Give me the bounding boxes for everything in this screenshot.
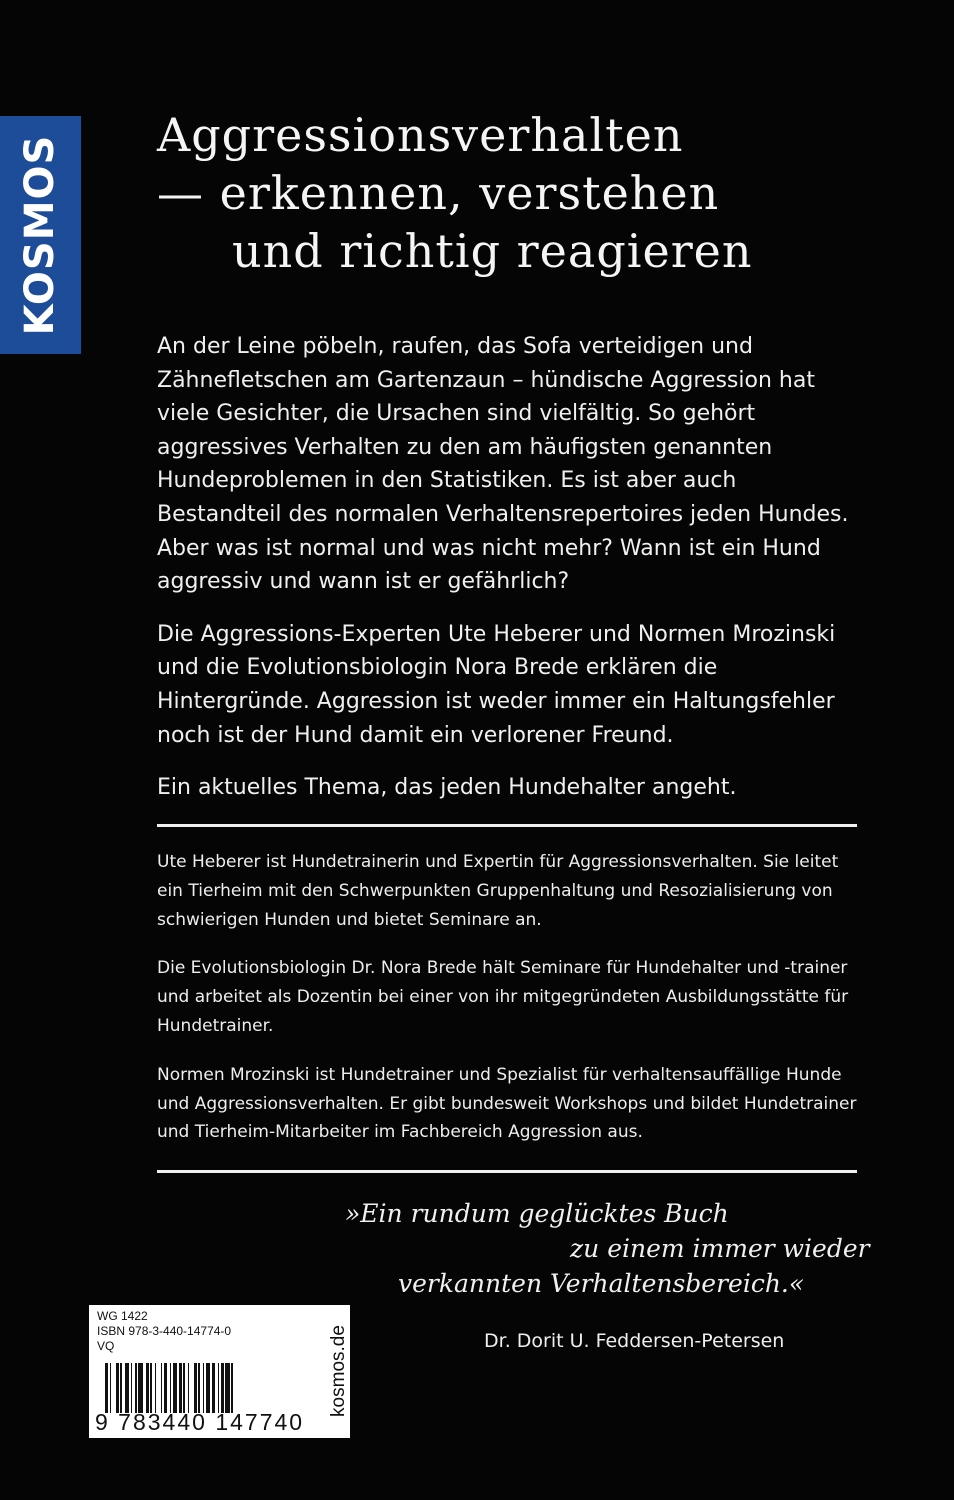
author-bios <box>157 848 857 1167</box>
barcode-bar <box>221 1363 224 1413</box>
barcode-bars <box>105 1363 309 1413</box>
wg-code: WG 1422 <box>97 1309 148 1323</box>
barcode-bar <box>206 1363 211 1413</box>
barcode-bar <box>120 1363 122 1413</box>
quote-line-2: zu einem immer wieder <box>570 1234 870 1263</box>
barcode-bar <box>198 1363 200 1413</box>
quote-line-1: »Ein rundum geglücktes Buch <box>345 1199 729 1228</box>
barcode-number: 9 783440 147740 <box>95 1409 305 1435</box>
headline-line-2: — erkennen, verstehen <box>157 166 720 220</box>
barcode-bar <box>225 1363 230 1413</box>
barcode-bar <box>203 1363 205 1413</box>
barcode-bar <box>231 1363 233 1413</box>
book-description <box>157 330 867 824</box>
headline-line-1: Aggressionsverhalten <box>157 108 684 162</box>
barcode-bar <box>183 1363 185 1413</box>
website-strip <box>328 1305 350 1438</box>
barcode-bar <box>138 1363 143 1413</box>
barcode-bar <box>164 1363 167 1413</box>
barcode-bar <box>110 1363 112 1413</box>
description-paragraph-1: An der Leine pöbeln, raufen, das Sofa verteidigen und Zähnefletschen am Gartenzaun – hündische Aggression hat viele Gesichter, die Ursachen sind vielfältig. So gehört aggressives Verhalten zu den am häufigsten genannten Hundeproblemen in den Statistiken. Es ist aber auch Bestandteil des normalen Verhaltensrepertoires jeden Hundes. Aber was ist normal und was nicht mehr? Wann ist ein Hund aggressiv und wann ist er gefährlich? <box>157 334 849 595</box>
barcode-bar <box>179 1363 182 1413</box>
barcode-bar <box>218 1363 220 1413</box>
divider-bottom <box>157 1170 857 1173</box>
barcode-bar <box>125 1363 130 1413</box>
barcode-bar <box>161 1363 163 1413</box>
website-url: kosmos.de <box>328 1325 349 1417</box>
divider-top <box>157 824 857 827</box>
bio-heberer: Ute Heberer ist Hundetrainerin und Expertin für Aggressionsverhalten. Sie leitet ein Tierheim mit den Schwerpunkten Gruppenhaltung und Resozialisierung von schwierigen Hunden und bietet Seminare an. <box>157 852 839 930</box>
barcode-bar <box>135 1363 137 1413</box>
review-quote <box>340 1196 870 1301</box>
barcode-box <box>89 1305 328 1438</box>
barcode-bar <box>155 1363 157 1413</box>
bio-brede: Die Evolutionsbiologin Dr. Nora Brede hält Seminare für Hundehalter und -trainer und arbeitet als Dozentin bei einer von ihr mitgegründeten Ausbildungsstätte für Hundetrainer. <box>157 958 849 1036</box>
headline-line-3: und richtig reagieren <box>232 224 753 278</box>
barcode-bar <box>146 1363 149 1413</box>
headline <box>157 106 877 280</box>
barcode-bar <box>105 1363 108 1413</box>
barcode-bar <box>150 1363 152 1413</box>
barcode-bar <box>212 1363 215 1413</box>
barcode-bar <box>188 1363 190 1413</box>
bio-mrozinski: Normen Mrozinski ist Hundetrainer und Spezialist für verhaltensauffällige Hunde und Aggressionsverhalten. Er gibt bundesweit Workshops und bildet Hundetrainer und Tierheim-Mitarbeiter im Fachbereich Aggression aus. <box>157 1064 857 1143</box>
barcode-bar <box>131 1363 133 1413</box>
barcode-bar <box>170 1363 172 1413</box>
quote-author: Dr. Dorit U. Feddersen-Petersen <box>484 1330 785 1352</box>
barcode-bar <box>194 1363 197 1413</box>
barcode-bar <box>173 1363 178 1413</box>
barcode-bar <box>116 1363 119 1413</box>
vq-code: VQ <box>97 1339 115 1353</box>
quote-line-3: verkannten Verhaltensbereich.« <box>398 1269 805 1298</box>
publisher-logo-text: KOSMOS <box>17 134 63 336</box>
description-paragraph-3: Ein aktuelles Thema, das jeden Hundehalter angeht. <box>157 775 737 801</box>
isbn: ISBN 978-3-440-14774-0 <box>97 1324 232 1338</box>
description-paragraph-2: Die Aggressions-Experten Ute Heberer und Normen Mrozinski und die Evolutionsbiologin Nora Brede erklären die Hintergründe. Aggression ist weder immer ein Haltungsfehler noch ist der Hund damit ein verlorener Freund. <box>157 621 836 748</box>
barcode-meta <box>97 1309 231 1354</box>
publisher-logo-tab <box>0 116 81 354</box>
